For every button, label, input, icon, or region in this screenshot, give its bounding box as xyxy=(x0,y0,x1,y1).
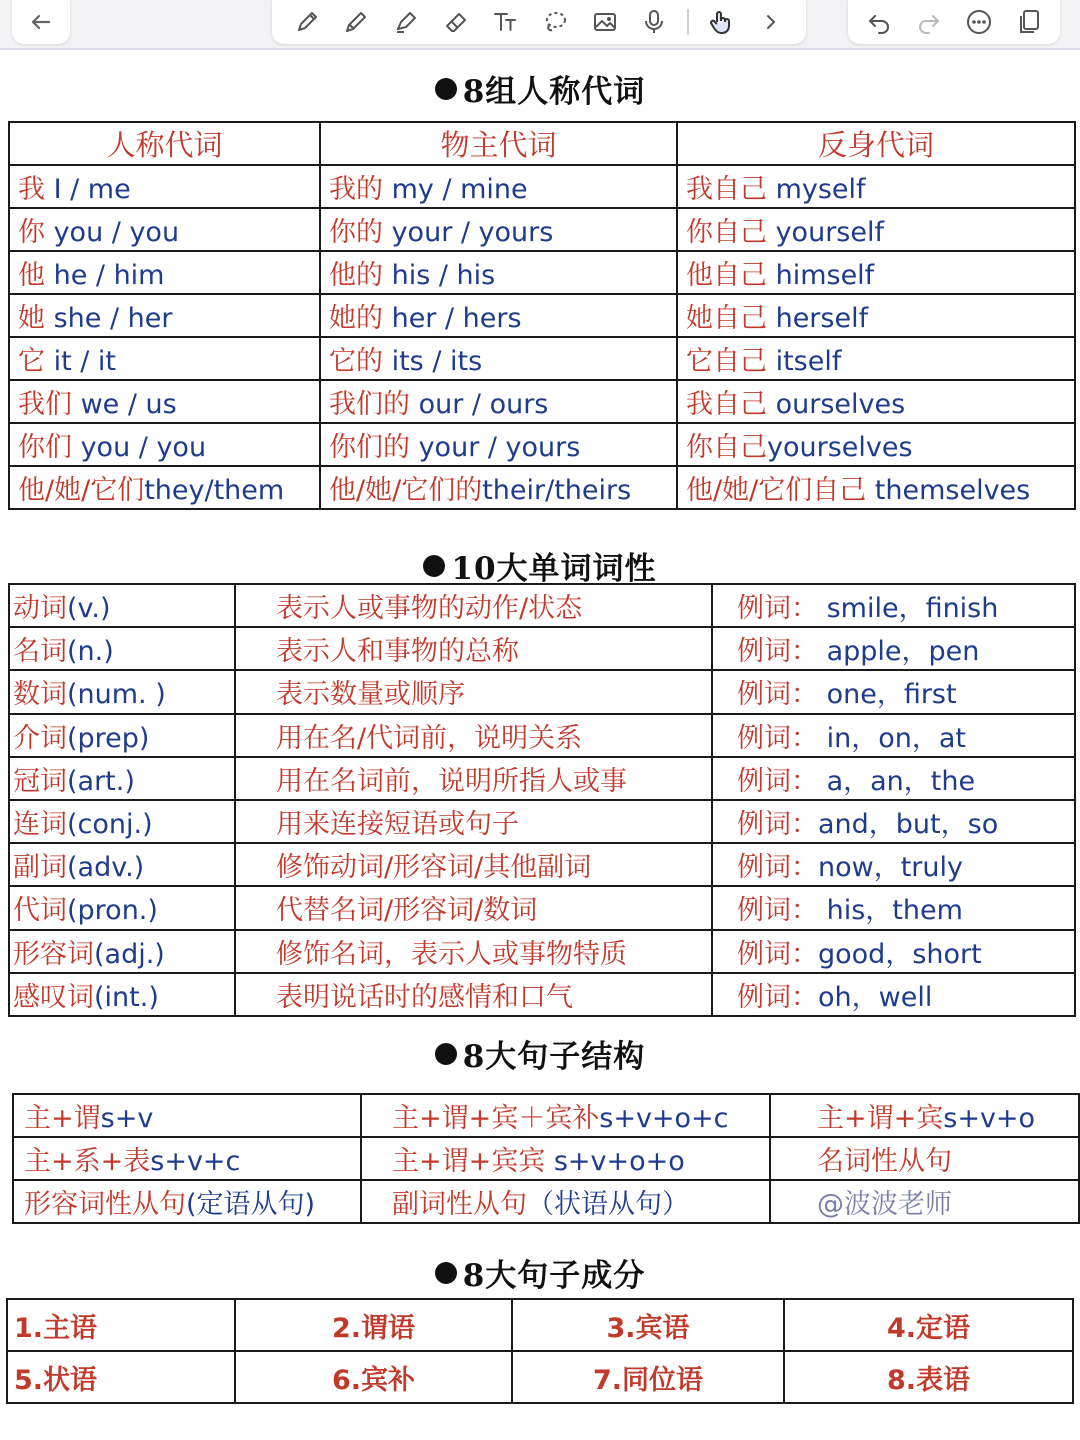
pronoun-english: his / his xyxy=(383,260,496,291)
example-words: one，first xyxy=(818,679,957,711)
pronoun-english: your / yours xyxy=(383,217,554,248)
structure-cell xyxy=(361,1137,770,1180)
chevron-right-icon[interactable] xyxy=(754,5,788,39)
word-class-example-cell xyxy=(712,800,1075,843)
word-class-description: 表明说话时的感情和口气 xyxy=(235,973,712,1016)
pronoun-english: herself xyxy=(767,303,869,334)
pronoun-chinese: 你的 xyxy=(329,217,383,248)
word-class-chinese: 感叹词 xyxy=(13,981,94,1013)
pronoun-chinese: 她的 xyxy=(329,303,383,334)
parts-of-speech-table xyxy=(8,583,1076,1017)
word-class-description: 用来连接短语或句子 xyxy=(235,800,712,843)
structure-formula: s+v xyxy=(100,1103,154,1134)
toolbar xyxy=(0,0,1080,50)
pronoun-cell xyxy=(677,294,1075,337)
author-watermark: @波波老师 xyxy=(817,1189,952,1220)
word-class-abbrev: (v.) xyxy=(67,593,111,625)
pen-icon[interactable] xyxy=(290,5,324,39)
table-row xyxy=(9,337,1075,380)
pronoun-chinese: 它的 xyxy=(329,346,383,377)
word-class-cell xyxy=(9,670,235,713)
table-row xyxy=(9,670,1075,713)
word-class-cell xyxy=(9,627,235,670)
word-class-cell xyxy=(9,973,235,1016)
table-row xyxy=(7,1299,1073,1351)
pronoun-english: ourselves xyxy=(767,389,906,420)
example-label: 例词： xyxy=(737,593,818,625)
table-row xyxy=(9,380,1075,423)
pronoun-chinese: 你自己 xyxy=(686,432,767,463)
example-label: 例词： xyxy=(737,938,818,970)
word-class-description: 修饰名词，表示人或事物特质 xyxy=(235,930,712,973)
example-words: and，but，so xyxy=(818,809,999,841)
example-words: apple，pen xyxy=(818,636,980,668)
pronoun-chinese: 你自己 xyxy=(686,217,767,248)
word-class-chinese: 连词 xyxy=(13,809,67,841)
example-label: 例词： xyxy=(737,852,818,884)
structure-cell xyxy=(13,1180,361,1223)
word-class-cell xyxy=(9,800,235,843)
example-label: 例词： xyxy=(737,895,818,927)
component-cell: 8.表语 xyxy=(784,1351,1073,1403)
pronoun-cell xyxy=(677,423,1075,466)
pronoun-chinese: 他/她/它们自己 xyxy=(686,475,867,506)
word-class-abbrev: (adj.) xyxy=(94,938,165,970)
structure-formula: （状语从句） xyxy=(527,1189,689,1220)
example-words: good，short xyxy=(818,938,982,970)
word-class-cell xyxy=(9,757,235,800)
sentence-structure-table xyxy=(12,1093,1080,1224)
word-class-abbrev: (n.) xyxy=(67,636,114,668)
structure-cell xyxy=(770,1137,1079,1180)
structure-formula: (定语从句) xyxy=(186,1189,316,1220)
bullet-dot xyxy=(435,1262,457,1284)
table-row xyxy=(9,627,1075,670)
pronoun-english: itself xyxy=(767,346,842,377)
table-row xyxy=(9,208,1075,251)
pronoun-chinese: 他的 xyxy=(329,260,383,291)
pronoun-english: yourself xyxy=(767,217,884,248)
word-class-description: 表示人或事物的动作/状态 xyxy=(235,584,712,627)
microphone-icon[interactable] xyxy=(637,5,671,39)
bullet-dot xyxy=(435,1043,457,1065)
table-row xyxy=(9,294,1075,337)
highlighter-icon[interactable] xyxy=(389,5,423,39)
pronoun-cell xyxy=(320,423,677,466)
pronoun-chinese: 我 xyxy=(18,174,45,205)
column-header: 物主代词 xyxy=(320,122,677,165)
pronoun-english: themselves xyxy=(866,475,1031,506)
table-row xyxy=(7,1351,1073,1403)
pronoun-cell xyxy=(677,337,1075,380)
pronoun-cell xyxy=(9,165,320,208)
word-class-abbrev: (art.) xyxy=(67,765,135,797)
toolbar-separator xyxy=(687,9,689,35)
section-title-pronouns: 8组人称代词 xyxy=(0,66,1080,111)
pronoun-cell xyxy=(9,337,320,380)
example-words: smile，finish xyxy=(818,593,999,625)
section-title-sentence-structures: 8大句子结构 xyxy=(0,1031,1080,1076)
pronoun-cell xyxy=(9,466,320,509)
pronoun-english: you / you xyxy=(45,217,180,248)
pronoun-english: yourselves xyxy=(767,432,913,463)
pronoun-table xyxy=(8,121,1076,510)
pronoun-cell xyxy=(677,165,1075,208)
table-row xyxy=(13,1137,1079,1180)
bullet-dot xyxy=(423,555,445,577)
example-words: in，on，at xyxy=(818,722,966,754)
pronoun-chinese: 我自己 xyxy=(686,174,767,205)
example-words: now，truly xyxy=(818,852,963,884)
bullet-dot xyxy=(435,78,457,100)
sentence-component-table xyxy=(6,1298,1074,1404)
structure-cell xyxy=(770,1180,1079,1223)
structure-cell xyxy=(361,1094,770,1137)
pages-icon[interactable] xyxy=(1012,5,1046,39)
word-class-example-cell xyxy=(712,670,1075,713)
word-class-abbrev: (adv.) xyxy=(67,852,145,884)
structure-cell xyxy=(770,1094,1079,1137)
pronoun-cell xyxy=(320,208,677,251)
word-class-chinese: 代词 xyxy=(13,895,67,927)
pronoun-english: your / yours xyxy=(410,432,581,463)
pronoun-cell xyxy=(9,423,320,466)
pronoun-cell xyxy=(320,466,677,509)
structure-chinese: 主+谓 xyxy=(24,1103,101,1134)
example-label: 例词： xyxy=(737,636,818,668)
pronoun-cell xyxy=(320,251,677,294)
section-title-sentence-components: 8大句子成分 xyxy=(0,1250,1080,1295)
pronoun-cell xyxy=(9,294,320,337)
word-class-chinese: 动词 xyxy=(13,593,67,625)
pronoun-chinese: 你 xyxy=(18,217,45,248)
word-class-description: 表示数量或顺序 xyxy=(235,670,712,713)
table-row xyxy=(9,843,1075,886)
table-row xyxy=(9,584,1075,627)
word-class-abbrev: (conj.) xyxy=(67,809,153,841)
pronoun-chinese: 我们 xyxy=(18,389,72,420)
word-class-example-cell xyxy=(712,757,1075,800)
pronoun-cell xyxy=(677,251,1075,294)
toolbar-left-group xyxy=(12,0,70,44)
example-label: 例词： xyxy=(737,722,818,754)
word-class-description: 用在名/代词前，说明关系 xyxy=(235,714,712,757)
word-class-description: 用在名词前，说明所指人或事 xyxy=(235,757,712,800)
structure-chinese: 主+系+表 xyxy=(24,1146,151,1177)
pronoun-english: my / mine xyxy=(383,174,528,205)
pronoun-chinese: 你们的 xyxy=(329,432,410,463)
word-class-description: 修饰动词/形容词/其他副词 xyxy=(235,843,712,886)
word-class-cell xyxy=(9,843,235,886)
table-row xyxy=(9,973,1075,1016)
table-row xyxy=(9,757,1075,800)
structure-formula: s+v+c xyxy=(150,1146,241,1177)
pronoun-chinese: 你们 xyxy=(18,432,72,463)
example-label: 例词： xyxy=(737,809,818,841)
word-class-chinese: 冠词 xyxy=(13,765,67,797)
example-label: 例词： xyxy=(737,679,818,711)
component-cell: 3.宾语 xyxy=(512,1299,784,1351)
pronoun-cell xyxy=(9,251,320,294)
pronoun-english: it / it xyxy=(45,346,117,377)
pronoun-english: our / ours xyxy=(410,389,549,420)
more-icon[interactable] xyxy=(962,5,996,39)
structure-chinese: 形容词性从句 xyxy=(24,1189,186,1220)
word-class-cell xyxy=(9,584,235,627)
table-row xyxy=(9,886,1075,929)
pronoun-chinese: 她 xyxy=(18,303,45,334)
structure-cell xyxy=(13,1137,361,1180)
word-class-chinese: 形容词 xyxy=(13,938,94,970)
lasso-icon[interactable] xyxy=(538,5,572,39)
toolbar-right-group xyxy=(848,0,1060,44)
word-class-example-cell xyxy=(712,714,1075,757)
pronoun-english: their/theirs xyxy=(482,475,632,506)
pronoun-english: she / her xyxy=(45,303,173,334)
word-class-example-cell xyxy=(712,886,1075,929)
structure-cell xyxy=(13,1094,361,1137)
pronoun-cell xyxy=(677,466,1075,509)
pronoun-chinese: 它自己 xyxy=(686,346,767,377)
section-title-parts-of-speech: 10大单词词性 xyxy=(0,543,1080,588)
table-row xyxy=(9,251,1075,294)
component-cell: 5.状语 xyxy=(7,1351,235,1403)
word-class-cell xyxy=(9,886,235,929)
word-class-description: 代替名词/形容词/数词 xyxy=(235,886,712,929)
example-words: oh，well xyxy=(818,981,933,1013)
pronoun-english: myself xyxy=(767,174,866,205)
pronoun-chinese: 他/她/它们 xyxy=(18,475,145,506)
text-tool-icon[interactable] xyxy=(488,5,522,39)
structure-chinese: 主+谓+宾 xyxy=(817,1103,944,1134)
pronoun-english: they/them xyxy=(144,475,285,506)
pronoun-english: her / hers xyxy=(383,303,522,334)
component-cell: 4.定语 xyxy=(784,1299,1073,1351)
table-header-row xyxy=(9,122,1075,165)
table-row xyxy=(9,423,1075,466)
eraser-icon[interactable] xyxy=(439,5,473,39)
pronoun-cell xyxy=(9,208,320,251)
component-cell: 7.同位语 xyxy=(512,1351,784,1403)
table-row xyxy=(9,466,1075,509)
pronoun-english: himself xyxy=(767,260,875,291)
table-row xyxy=(9,714,1075,757)
table-row xyxy=(9,165,1075,208)
example-label: 例词： xyxy=(737,981,818,1013)
column-header: 人称代词 xyxy=(9,122,320,165)
word-class-example-cell xyxy=(712,584,1075,627)
pronoun-chinese: 我自己 xyxy=(686,389,767,420)
word-class-chinese: 数词 xyxy=(13,679,67,711)
structure-cell xyxy=(361,1180,770,1223)
toolbar-tools-group xyxy=(272,0,806,44)
undo-icon[interactable] xyxy=(862,5,896,39)
component-cell: 2.谓语 xyxy=(235,1299,512,1351)
pronoun-chinese: 她自己 xyxy=(686,303,767,334)
example-words: his，them xyxy=(818,895,963,927)
word-class-chinese: 名词 xyxy=(13,636,67,668)
structure-formula: s+v+o+o xyxy=(545,1146,685,1177)
structure-chinese: 名词性从句 xyxy=(817,1146,952,1177)
pronoun-english: you / you xyxy=(72,432,207,463)
word-class-cell xyxy=(9,714,235,757)
word-class-chinese: 介词 xyxy=(13,722,67,754)
image-icon[interactable] xyxy=(588,5,622,39)
word-class-example-cell xyxy=(712,930,1075,973)
pronoun-english: its / its xyxy=(383,346,483,377)
structure-chinese: 主+谓+宾＋宾补 xyxy=(392,1103,600,1134)
back-arrow-icon[interactable] xyxy=(24,5,58,39)
pronoun-chinese: 他自己 xyxy=(686,260,767,291)
pronoun-english: I / me xyxy=(45,174,131,205)
pronoun-cell xyxy=(677,208,1075,251)
pronoun-cell xyxy=(320,380,677,423)
pronoun-chinese: 我的 xyxy=(329,174,383,205)
table-row xyxy=(9,930,1075,973)
pronoun-chinese: 他/她/它们的 xyxy=(329,475,483,506)
pencil-icon[interactable] xyxy=(339,5,373,39)
word-class-abbrev: (int.) xyxy=(94,981,159,1013)
pronoun-chinese: 它 xyxy=(18,346,45,377)
structure-formula: s+v+o+c xyxy=(599,1103,729,1134)
pronoun-cell xyxy=(320,337,677,380)
word-class-example-cell xyxy=(712,843,1075,886)
table-row xyxy=(9,800,1075,843)
structure-formula: s+v+o xyxy=(943,1103,1036,1134)
component-cell: 1.主语 xyxy=(7,1299,235,1351)
pronoun-chinese: 我们的 xyxy=(329,389,410,420)
word-class-example-cell xyxy=(712,973,1075,1016)
pronoun-english: we / us xyxy=(72,389,177,420)
word-class-cell xyxy=(9,930,235,973)
table-row xyxy=(13,1094,1079,1137)
table-row xyxy=(13,1180,1079,1223)
word-class-example-cell xyxy=(712,627,1075,670)
column-header: 反身代词 xyxy=(677,122,1075,165)
component-cell: 6.宾补 xyxy=(235,1351,512,1403)
pronoun-cell xyxy=(9,380,320,423)
pronoun-cell xyxy=(320,165,677,208)
hand-touch-icon[interactable] xyxy=(704,5,738,39)
word-class-abbrev: (num. ) xyxy=(67,679,166,711)
redo-icon[interactable] xyxy=(912,5,946,39)
word-class-abbrev: (pron.) xyxy=(67,895,158,927)
structure-chinese: 副词性从句 xyxy=(392,1189,527,1220)
structure-chinese: 主+谓+宾宾 xyxy=(392,1146,546,1177)
word-class-chinese: 副词 xyxy=(13,852,67,884)
pronoun-cell xyxy=(320,294,677,337)
word-class-description: 表示人和事物的总称 xyxy=(235,627,712,670)
example-label: 例词： xyxy=(737,765,818,797)
pronoun-chinese: 他 xyxy=(18,260,45,291)
pronoun-english: he / him xyxy=(45,260,165,291)
pronoun-cell xyxy=(677,380,1075,423)
word-class-abbrev: (prep) xyxy=(67,722,150,754)
example-words: a，an，the xyxy=(818,765,976,797)
